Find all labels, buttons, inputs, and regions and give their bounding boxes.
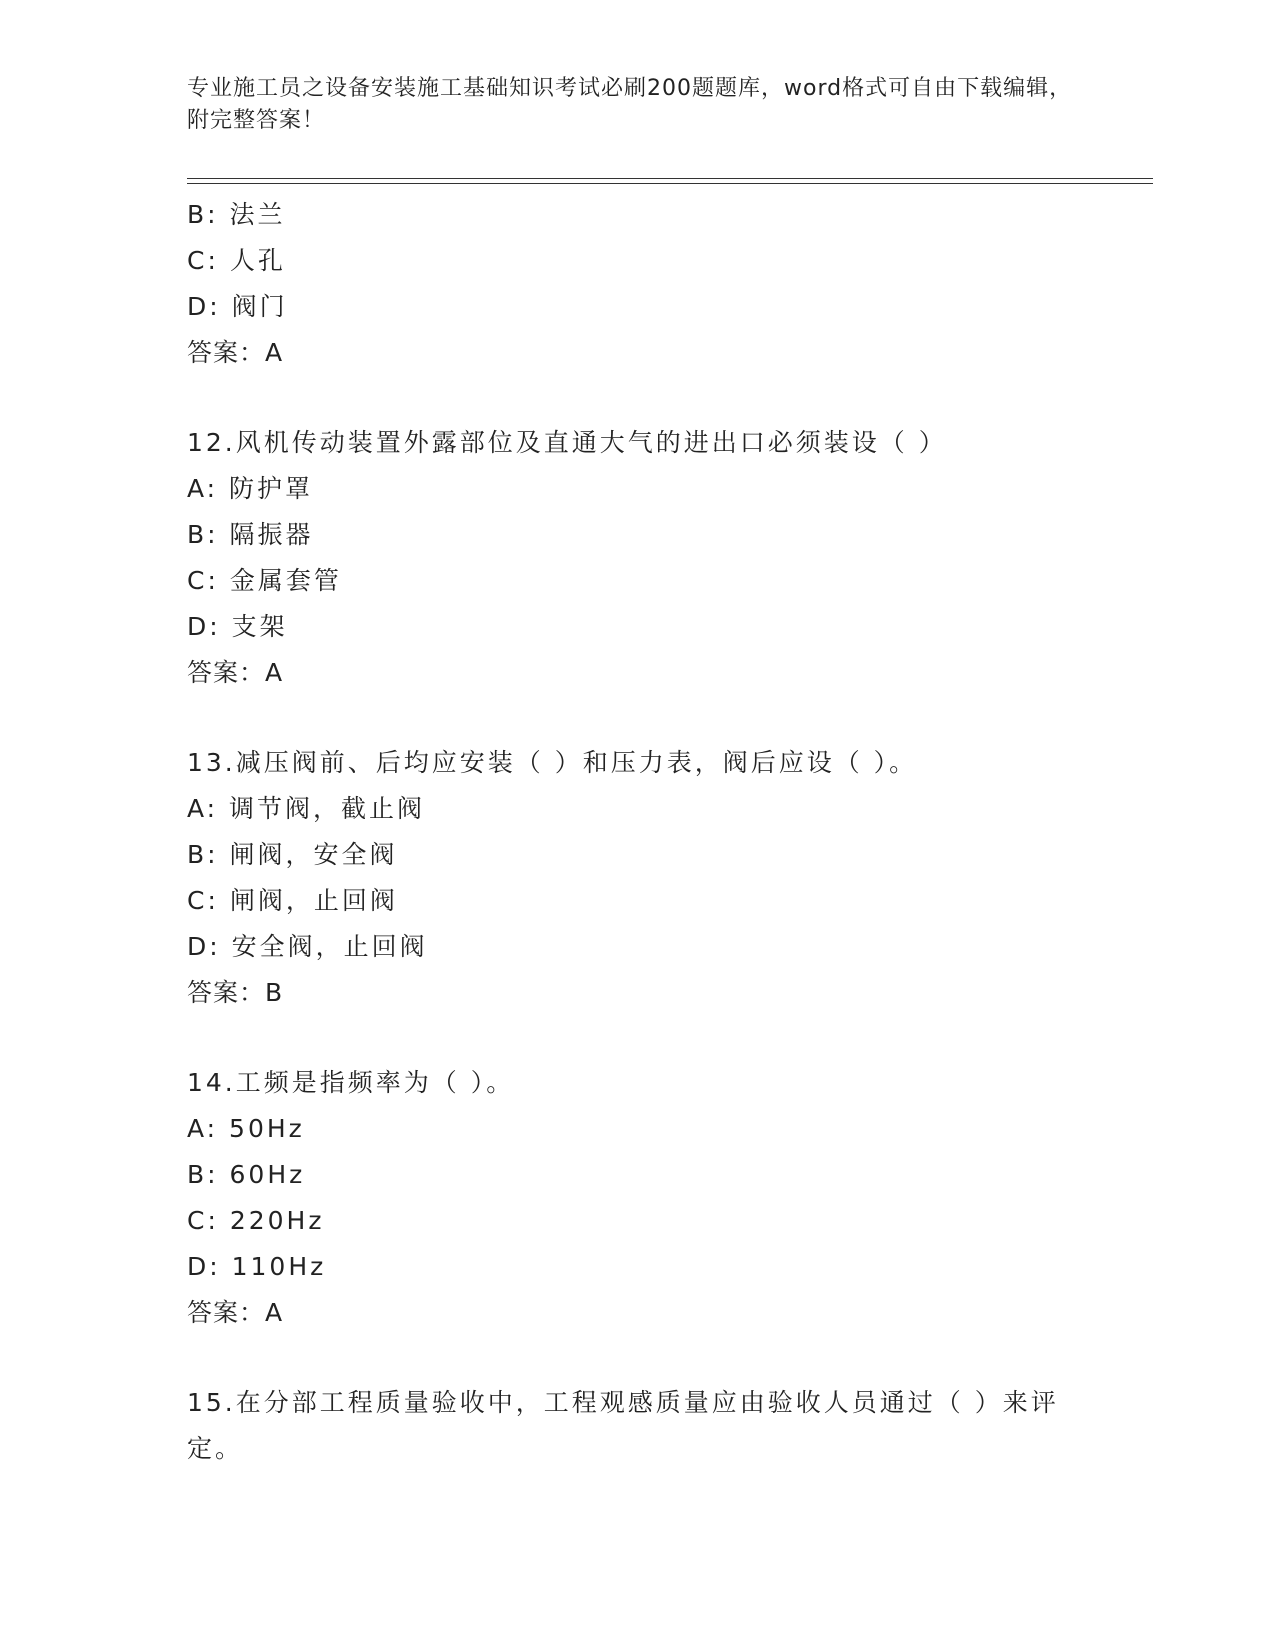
option-a: A: 防护罩 (187, 474, 314, 503)
option-c: C: 人孔 (187, 246, 286, 275)
header-divider-bottom (187, 183, 1153, 184)
question-stem: 14.工频是指频率为（ ）。 (187, 1068, 515, 1097)
question-fragment (187, 192, 1087, 376)
question-list (187, 192, 1087, 1472)
option-a: A: 50Hz (187, 1114, 305, 1143)
option-a: A: 调节阀，截止阀 (187, 794, 426, 823)
option-c: C: 220Hz (187, 1206, 325, 1235)
answer-label: 答案： (187, 978, 266, 1007)
option-d: D: 阀门 (187, 292, 288, 321)
question-13 (187, 740, 1087, 1016)
answer-line (187, 970, 1087, 1016)
answer-value: A (265, 658, 284, 687)
answer-line (187, 1290, 1087, 1336)
answer-label: 答案： (187, 1298, 266, 1327)
header-divider-top (187, 178, 1153, 179)
option-c: C: 金属套管 (187, 566, 342, 595)
option-b: B: 隔振器 (187, 520, 314, 549)
option-c: C: 闸阀，止回阀 (187, 886, 398, 915)
question-stem: 12.风机传动装置外露部位及直通大气的进出口必须装设（ ） (187, 428, 947, 457)
question-14 (187, 1060, 1087, 1336)
answer-line (187, 650, 1087, 696)
option-d: D: 110Hz (187, 1252, 327, 1281)
answer-line (187, 330, 1087, 376)
answer-value: A (265, 338, 284, 367)
answer-label: 答案： (187, 338, 266, 367)
document-title: 专业施工员之设备安装施工基础知识考试必刷200题题库，word格式可自由下载编辑，附完整答案！ (187, 76, 1073, 133)
question-stem: 15.在分部工程质量验收中，工程观感质量应由验收人员通过（ ）来评定。 (187, 1388, 1059, 1463)
option-d: D: 支架 (187, 612, 288, 641)
option-b: B: 闸阀，安全阀 (187, 840, 398, 869)
answer-value: B (265, 978, 284, 1007)
answer-value: A (265, 1298, 284, 1327)
answer-label: 答案： (187, 658, 266, 687)
question-stem: 13.减压阀前、后均应安装（ ）和压力表，阀后应设（ ）。 (187, 748, 918, 777)
option-b: B: 60Hz (187, 1160, 306, 1189)
option-d: D: 安全阀，止回阀 (187, 932, 428, 961)
question-12 (187, 420, 1087, 696)
option-b: B: 法兰 (187, 200, 286, 229)
document-header (187, 73, 1087, 137)
question-15 (187, 1380, 1087, 1472)
